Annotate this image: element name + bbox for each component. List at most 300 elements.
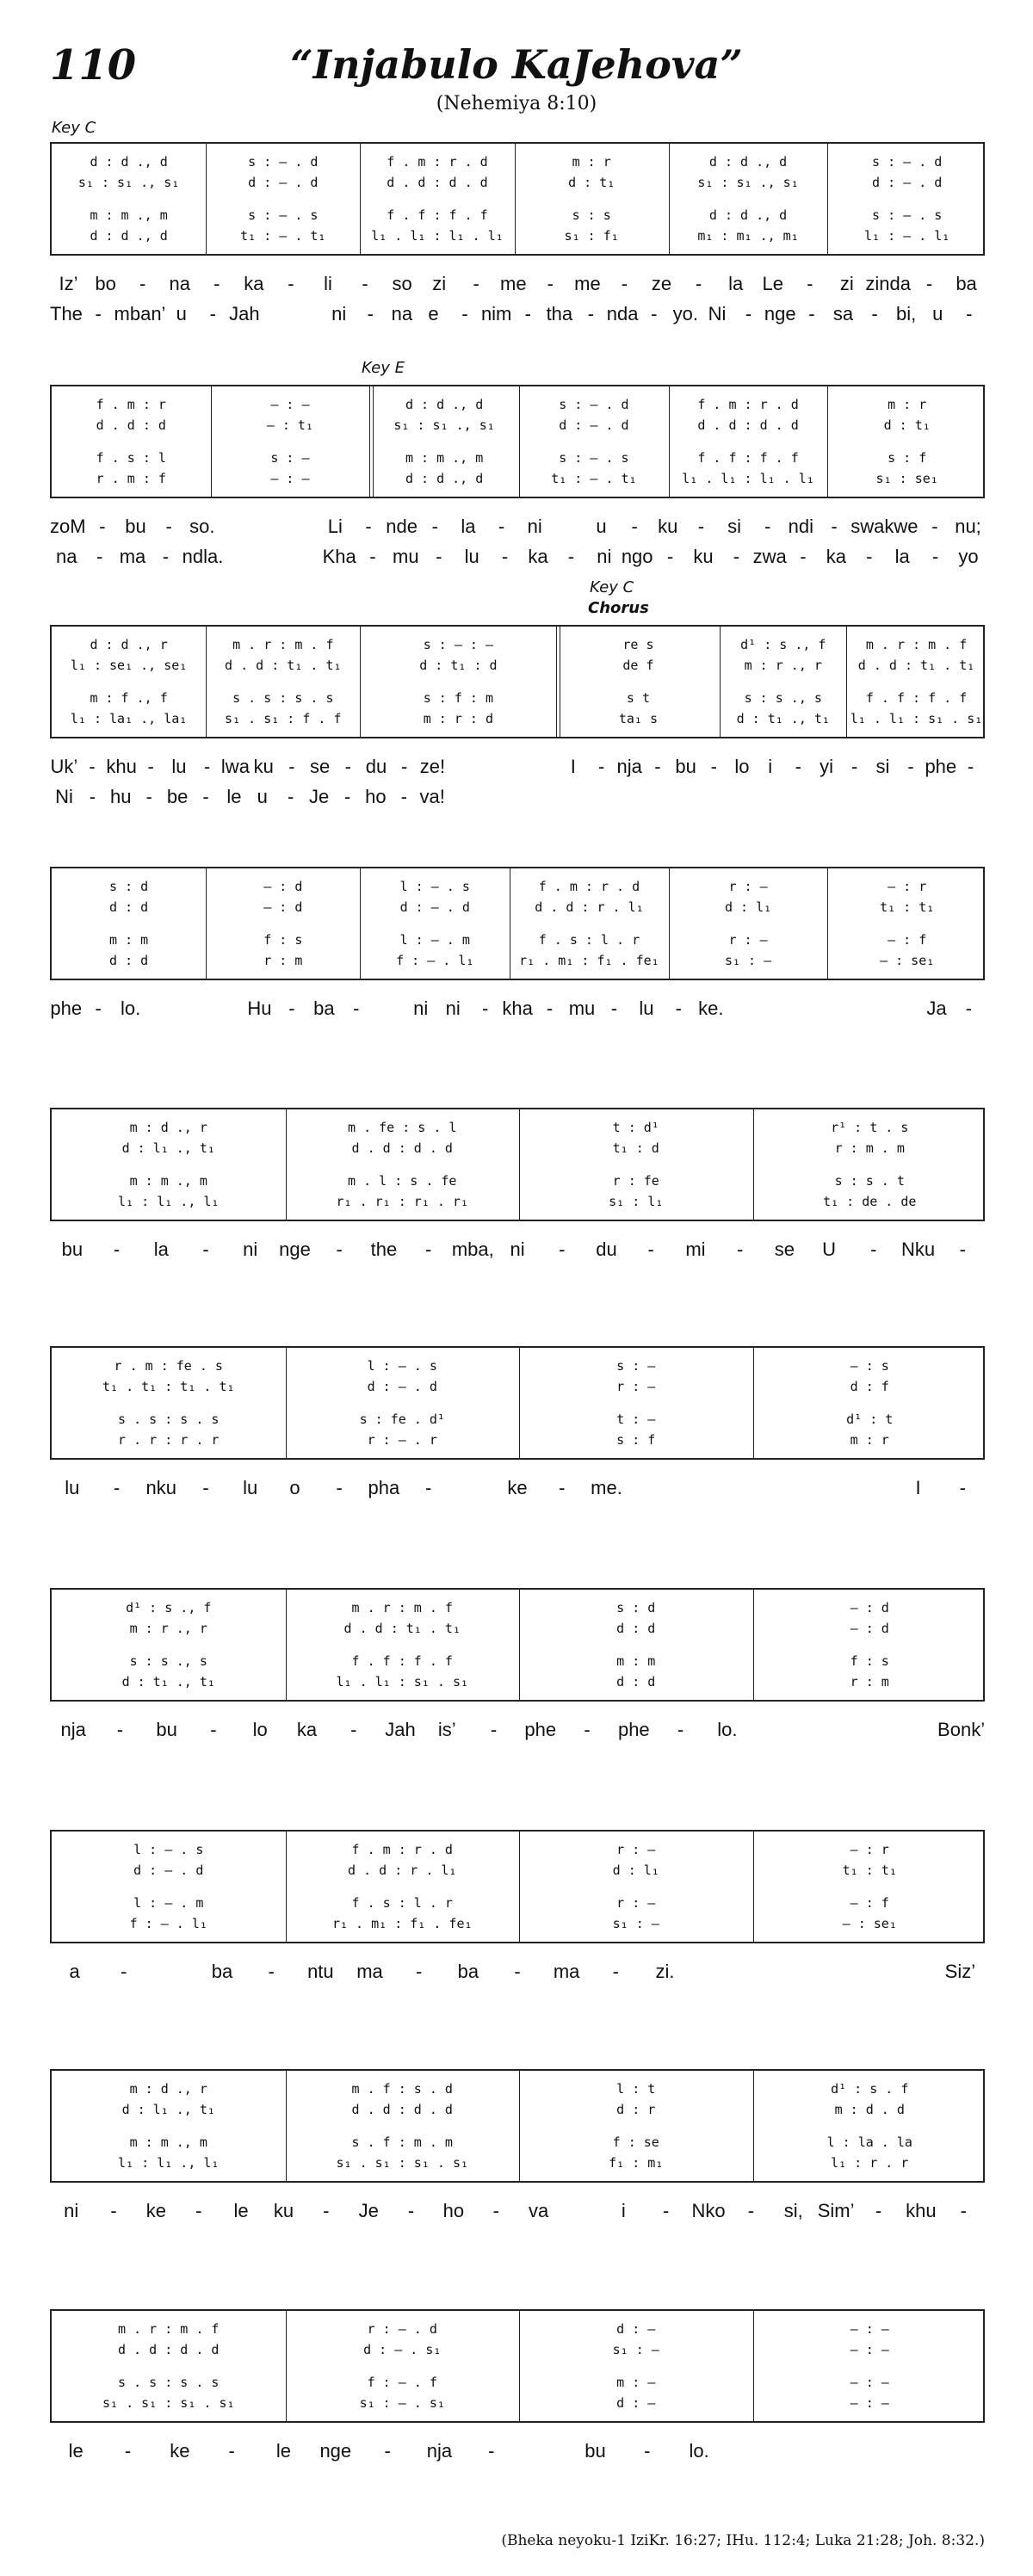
- lyric-syllable: lo.: [121, 998, 141, 1019]
- note-cell: t₁ . t₁ : t₁ . t₁: [102, 1379, 235, 1394]
- note-cell: d : d: [616, 1674, 656, 1690]
- lyric-syllable: -: [695, 273, 702, 294]
- note-cell: t : —: [616, 1412, 656, 1427]
- lyric-syllable: [900, 786, 928, 812]
- note-cell: d¹ : s ., f: [740, 637, 826, 652]
- note-cell: f . m : r . d: [538, 879, 640, 894]
- lyric-syllable: ma: [553, 1961, 580, 1982]
- lyric-syllable: -: [110, 2200, 117, 2221]
- note-cell: d : d ., d: [708, 207, 788, 223]
- note-cell: f . f : f . f: [351, 1653, 453, 1669]
- lyric-syllable: -: [202, 786, 209, 807]
- lyric-syllable: ni: [413, 998, 429, 1019]
- note-cell: d : d ., d: [708, 154, 788, 170]
- lyric-syllable: -: [96, 546, 103, 567]
- voice-row: [52, 2133, 983, 2152]
- lyric-syllable: yo.: [672, 303, 699, 324]
- note-cell: d : – . d: [872, 175, 943, 190]
- lyric-syllable: -: [336, 1239, 343, 1260]
- lyric-syllable: -: [323, 2200, 330, 2221]
- lyric-syllable: Iz’: [59, 273, 78, 294]
- lyric-syllable: [179, 998, 211, 1023]
- lyric-syllable: -: [800, 546, 807, 567]
- lyric-syllable: nja: [426, 2440, 453, 2462]
- voice-row: [52, 1672, 983, 1691]
- note-cell: f . s : l: [96, 450, 166, 466]
- voice-row: [52, 395, 983, 414]
- lyric-syllable: [223, 546, 256, 571]
- note-cell: r : m . m: [834, 1140, 905, 1156]
- lyric-syllable: -: [202, 1239, 209, 1260]
- lyric-syllable: -: [210, 1719, 217, 1740]
- note-cell: f . f : f . f: [697, 450, 799, 466]
- lyric-syllable: -: [145, 786, 152, 807]
- lyric-syllable: ka: [528, 546, 548, 567]
- note-cell: s : f: [616, 1432, 656, 1448]
- staff-system: [50, 2069, 985, 2183]
- lyric-syllable: nja: [60, 1719, 86, 1740]
- lyric-syllable: bu: [156, 1719, 177, 1740]
- note-cell: s₁ : se₁: [875, 471, 938, 486]
- voice-row: [52, 1598, 983, 1617]
- lyric-syllable: -: [870, 1239, 877, 1260]
- lyric-syllable: le: [233, 2200, 249, 2221]
- lyric-syllable: -: [697, 516, 705, 537]
- note-cell: s₁ : f₁: [564, 228, 619, 244]
- note-cell: s₁ : —: [724, 953, 772, 968]
- note-cell: f . f : f . f: [387, 207, 488, 223]
- note-cell: l₁ . l₁ : l₁ . l₁: [371, 228, 504, 244]
- lyric-syllable: -: [288, 273, 294, 294]
- lyric-syllable: yi: [820, 756, 833, 777]
- lyric-syllable: [856, 998, 888, 1023]
- lyric-syllable: [531, 756, 560, 781]
- lyric-syllable: -: [367, 303, 374, 324]
- lyric-syllable: o: [289, 1477, 300, 1498]
- lyric-syllable: Li: [327, 516, 343, 537]
- lyric-syllable: -: [488, 2440, 495, 2462]
- lyric-syllable: mi: [685, 1239, 706, 1260]
- staff-system: [50, 1108, 985, 1221]
- lyric-syllable: ze: [651, 273, 672, 294]
- note-cell: d¹ : s ., f: [126, 1600, 212, 1615]
- lyric-syllable: ka: [826, 546, 846, 567]
- lyric-syllable: -: [584, 1719, 591, 1740]
- voice-row: [52, 416, 983, 435]
- lyric-line: [50, 303, 985, 329]
- lyric-syllable: zi: [432, 273, 447, 294]
- note-cell: l₁ . l₁ : s₁ . s₁: [336, 1674, 469, 1690]
- lyric-syllable: [956, 786, 985, 812]
- lyric-syllable: ke: [507, 1477, 528, 1498]
- lyric-syllable: -: [407, 2200, 415, 2221]
- lyric-syllable: nku: [145, 1477, 177, 1498]
- lyric-syllable: [373, 998, 405, 1023]
- lyric-syllable: -: [165, 516, 172, 537]
- lyric-syllable: -: [228, 2440, 235, 2462]
- note-cell: m : r : d: [423, 711, 494, 726]
- note-cell: m : r: [850, 1432, 889, 1448]
- voice-row: [52, 152, 983, 171]
- note-cell: m : f ., f: [90, 690, 168, 706]
- lyric-syllable: -: [831, 516, 838, 537]
- note-cell: m : m ., m: [129, 2134, 207, 2150]
- lyric-syllable: -: [288, 786, 294, 807]
- note-cell: d : l₁: [612, 1863, 659, 1878]
- lyric-syllable: -: [514, 1961, 521, 1982]
- lyric-syllable: -: [195, 2200, 202, 2221]
- lyric-syllable: se: [310, 756, 331, 777]
- note-cell: d : l₁: [724, 899, 772, 915]
- note-cell: d . d : t₁ . t₁: [343, 1621, 461, 1636]
- lyric-line: [50, 516, 985, 541]
- lyric-syllable: lu: [65, 1477, 80, 1498]
- lyric-syllable: ngo: [621, 546, 653, 567]
- lyric-syllable: U: [822, 1239, 837, 1260]
- voice-row: [52, 930, 983, 949]
- note-cell: m . fe : s . l: [348, 1120, 457, 1135]
- lyric-syllable: -: [736, 1239, 744, 1260]
- lyric-syllable: [252, 516, 286, 541]
- lyric-line: [50, 2200, 985, 2226]
- note-cell: l₁ : – . l₁: [864, 228, 950, 244]
- lyric-syllable: -: [95, 998, 102, 1019]
- lyric-syllable: -: [344, 756, 351, 777]
- lyric-syllable: Kha: [322, 546, 356, 567]
- lyric-syllable: [285, 516, 319, 541]
- voice-row: [52, 1893, 983, 1912]
- lyric-syllable: ku: [253, 756, 274, 777]
- lyric-syllable: ze!: [419, 756, 446, 777]
- lyric-syllable: -: [959, 1239, 966, 1260]
- lyric-line: [50, 786, 985, 812]
- lyric-syllable: -: [807, 273, 813, 294]
- lyric-syllable: du: [596, 1239, 617, 1260]
- lyric-syllable: la: [894, 546, 910, 567]
- lyric-syllable: kwe: [884, 516, 919, 537]
- lyric-syllable: e: [428, 303, 439, 324]
- note-cell: m : m ., m: [129, 1173, 207, 1189]
- lyric-syllable: [777, 2440, 829, 2466]
- lyric-syllable: na: [169, 273, 190, 294]
- note-cell: l₁ : l₁ ., l₁: [118, 2155, 220, 2171]
- voice-row: [52, 1192, 983, 1211]
- lyric-syllable: -: [644, 2440, 651, 2462]
- lyric-syllable: -: [764, 516, 771, 537]
- note-cell: r₁ . m₁ : f₁ . fe₁: [331, 1916, 473, 1931]
- note-cell: d : l₁ ., t₁: [121, 1140, 215, 1156]
- lyric-syllable: [787, 786, 815, 812]
- note-cell: d . d : d . d: [351, 1140, 453, 1156]
- lyric-syllable: yo: [958, 546, 979, 567]
- note-cell: s : – . d: [872, 154, 943, 170]
- note-cell: s₁ : – . s₁: [359, 2395, 445, 2411]
- lyric-syllable: la: [461, 516, 476, 537]
- lyric-line: [50, 273, 985, 299]
- note-cell: s : – . s: [248, 207, 319, 223]
- lyric-syllable: mban’: [114, 303, 166, 324]
- lyric-syllable: [838, 1961, 887, 1986]
- voice-row: [52, 1652, 983, 1671]
- note-cell: r : fe: [612, 1173, 659, 1189]
- lyric-syllable: -: [931, 546, 939, 567]
- note-cell: s : s ., s: [744, 690, 822, 706]
- note-cell: l₁ : r . r: [831, 2155, 909, 2171]
- lyric-syllable: [474, 756, 503, 781]
- lyric-syllable: -: [610, 998, 618, 1019]
- key-e-label: Key E: [362, 359, 405, 377]
- note-cell: r : —: [616, 1842, 656, 1857]
- note-cell: f : – . f: [367, 2375, 437, 2390]
- lyric-syllable: si,: [783, 2200, 803, 2221]
- lyric-syllable: is’: [437, 1719, 456, 1740]
- lyric-syllable: -: [631, 516, 638, 537]
- note-cell: f . m : r: [96, 397, 166, 412]
- note-cell: de f: [622, 658, 654, 673]
- note-cell: d . d : d . d: [697, 417, 799, 433]
- lyric-syllable: -: [209, 303, 216, 324]
- note-cell: — : d: [850, 1600, 889, 1615]
- lyric-syllable: ba: [313, 998, 335, 1019]
- lyric-syllable: kha: [502, 998, 533, 1019]
- lyric-syllable: ku: [273, 2200, 294, 2221]
- lyric-syllable: [727, 998, 759, 1023]
- voice-row: [52, 1377, 983, 1396]
- voice-row: [52, 1914, 983, 1933]
- note-cell: l₁ : la₁ ., la₁: [70, 711, 188, 726]
- lyric-syllable: va: [529, 2200, 549, 2221]
- note-cell: d : – . d: [559, 417, 629, 433]
- lyric-syllable: -: [498, 516, 505, 537]
- lyric-line: [50, 756, 985, 781]
- lyric-syllable: -: [733, 546, 740, 567]
- lyric-syllable: [887, 1961, 936, 1986]
- lyric-syllable: -: [490, 1719, 498, 1740]
- voice-row: [52, 173, 983, 192]
- lyric-syllable: -: [925, 273, 933, 294]
- note-cell: s . s : s . s: [232, 690, 334, 706]
- voice-row: [52, 2100, 983, 2119]
- lyric-syllable: -: [795, 756, 801, 777]
- lyric-syllable: mu: [568, 998, 596, 1019]
- lyric-syllable: Le: [762, 273, 783, 294]
- lyric-syllable: [219, 516, 252, 541]
- lyric-syllable: [588, 786, 616, 812]
- note-cell: t₁ : – . t₁: [551, 471, 637, 486]
- lyric-syllable: [718, 1477, 763, 1503]
- note-cell: — : d: [263, 899, 303, 915]
- lyric-syllable: si: [875, 756, 890, 777]
- lyric-syllable: bo: [95, 273, 116, 294]
- lyric-syllable: [475, 786, 504, 812]
- lyric-syllable: ni: [445, 998, 461, 1019]
- lyric-syllable: Je: [308, 786, 330, 807]
- lyric-syllable: na: [55, 546, 77, 567]
- lyric-syllable: lo.: [689, 2440, 709, 2462]
- lyric-syllable: -: [666, 546, 674, 567]
- note-cell: l₁ : se₁ ., se₁: [70, 658, 188, 673]
- lyric-syllable: [871, 786, 900, 812]
- lyric-syllable: Je: [358, 2200, 379, 2221]
- note-cell: f₁ : m₁: [609, 2155, 664, 2171]
- lyric-line: [50, 2440, 985, 2466]
- lyric-syllable: -: [203, 756, 211, 777]
- lyric-syllable: lo: [252, 1719, 268, 1740]
- lyric-syllable: Nko: [691, 2200, 726, 2221]
- lyric-syllable: khu: [906, 2200, 937, 2221]
- note-cell: f : se: [612, 2134, 659, 2150]
- lyric-syllable: [560, 2200, 602, 2226]
- lyric-syllable: [851, 1477, 896, 1503]
- note-cell: l : t: [616, 2081, 656, 2097]
- lyric-syllable: -: [967, 756, 974, 777]
- note-cell: f . m : r . d: [697, 397, 799, 412]
- lyric-syllable: -: [89, 786, 96, 807]
- lyric-syllable: Bonk’: [937, 1719, 986, 1740]
- note-cell: re s: [622, 637, 654, 652]
- lyric-syllable: u: [176, 303, 187, 324]
- lyric-syllable: be: [166, 786, 189, 807]
- voice-row: [52, 2079, 983, 2098]
- lyric-syllable: [503, 756, 531, 781]
- lyric-syllable: tha: [546, 303, 573, 324]
- lyric-syllable: [645, 786, 673, 812]
- lyric-syllable: [148, 1961, 197, 1986]
- note-cell: r : —: [616, 1895, 656, 1911]
- lyric-syllable: -: [162, 546, 170, 567]
- note-cell: — : f: [888, 932, 927, 948]
- note-cell: s : s . t: [834, 1173, 905, 1189]
- lyric-syllable: -: [431, 516, 438, 537]
- note-cell: t₁ : t₁: [880, 899, 935, 915]
- lyric-syllable: -: [336, 1477, 343, 1498]
- lyric-syllable: -: [866, 546, 873, 567]
- note-cell: s₁ : —: [612, 1916, 659, 1931]
- note-cell: t₁ : d: [612, 1140, 659, 1156]
- note-cell: l₁ : l₁ ., l₁: [118, 1194, 220, 1209]
- lyric-line: [50, 1961, 985, 1986]
- voice-row: [52, 689, 983, 707]
- note-cell: s₁ : s₁ ., s₁: [697, 175, 799, 190]
- note-cell: m . r : m . f: [118, 2321, 220, 2337]
- lyric-syllable: ndi: [788, 516, 814, 537]
- note-cell: s₁ : s₁ ., s₁: [393, 417, 495, 433]
- lyric-line: [50, 1719, 985, 1745]
- lyric-syllable: ni: [527, 516, 542, 537]
- note-cell: — : r: [850, 1842, 889, 1857]
- lyric-syllable: na: [391, 303, 413, 324]
- lyric-syllable: so: [392, 273, 412, 294]
- lyric-syllable: zinda: [865, 273, 911, 294]
- lyric-syllable: Ni: [708, 303, 727, 324]
- lyric-syllable: -: [424, 1477, 432, 1498]
- lyric-syllable: -: [747, 2200, 755, 2221]
- lyric-syllable: [560, 786, 588, 812]
- lyric-syllable: I: [570, 756, 576, 777]
- lyric-syllable: [730, 786, 758, 812]
- lyric-syllable: -: [559, 1477, 566, 1498]
- lyric-syllable: [843, 786, 871, 812]
- lyric-syllable: ndla.: [182, 546, 224, 567]
- note-cell: t : d¹: [612, 1120, 659, 1135]
- lyric-syllable: [260, 303, 292, 329]
- voice-row: [52, 951, 983, 970]
- lyric-syllable: bu: [125, 516, 146, 537]
- lyric-syllable: khu: [106, 756, 137, 777]
- lyric-line: [50, 546, 985, 571]
- lyric-syllable: ke: [145, 2200, 167, 2221]
- lyric-syllable: bu: [675, 756, 696, 777]
- lyric-syllable: [759, 998, 791, 1023]
- lyric-syllable: lwa: [220, 756, 250, 777]
- lyric-syllable: pha: [368, 1477, 400, 1498]
- lyric-syllable: [763, 1477, 807, 1503]
- lyric-syllable: -: [960, 2200, 967, 2221]
- voice-row: [52, 469, 983, 488]
- note-cell: r : m: [263, 953, 303, 968]
- voice-row: [52, 226, 983, 245]
- lyric-syllable: -: [965, 998, 973, 1019]
- chorus-label: Chorus: [588, 599, 649, 617]
- note-cell: r : —: [728, 879, 768, 894]
- lyric-syllable: nde: [386, 516, 418, 537]
- lyric-syllable: the: [370, 1239, 398, 1260]
- note-cell: d : t₁: [883, 417, 931, 433]
- note-cell: r . r : r . r: [118, 1432, 220, 1448]
- lyric-syllable: -: [139, 273, 146, 294]
- lyric-syllable: bu: [585, 2440, 606, 2462]
- lyric-syllable: hu: [110, 786, 132, 807]
- lyric-syllable: bi,: [896, 303, 917, 324]
- voice-row: [52, 448, 983, 467]
- lyric-syllable: -: [567, 546, 575, 567]
- note-cell: l : – . s: [367, 1358, 437, 1374]
- note-cell: — : d: [850, 1621, 889, 1636]
- lyric-syllable: [690, 1961, 739, 1986]
- note-cell: d : d ., d: [90, 228, 168, 244]
- lyric-syllable: -: [546, 998, 554, 1019]
- note-cell: f . s : l . r: [351, 1895, 453, 1911]
- lyric-syllable: la: [728, 273, 744, 294]
- note-cell: s : – . s: [559, 450, 629, 466]
- note-cell: m : d ., r: [129, 2081, 207, 2097]
- lyric-syllable: [447, 756, 475, 781]
- lyric-syllable: ka: [244, 273, 264, 294]
- note-cell: f . s : l . r: [538, 932, 640, 948]
- lyric-syllable: -: [875, 2200, 882, 2221]
- lyric-syllable: -: [147, 756, 154, 777]
- voice-row: [52, 1410, 983, 1429]
- note-cell: d . d : d: [96, 417, 166, 433]
- lyric-syllable: Nku: [900, 1239, 936, 1260]
- note-cell: d : – . d: [399, 899, 470, 915]
- lyric-syllable: -: [384, 2440, 391, 2462]
- note-cell: d : – . d: [133, 1863, 204, 1878]
- note-cell: s₁ : s₁ ., s₁: [77, 175, 180, 190]
- note-cell: f . f : f . f: [865, 690, 968, 706]
- lyric-syllable: -: [587, 303, 595, 324]
- lyric-syllable: [702, 786, 730, 812]
- voice-row: [52, 2153, 983, 2172]
- lyric-line: [50, 1477, 985, 1503]
- lyric-syllable: -: [461, 303, 468, 324]
- lyric-syllable: i: [768, 756, 773, 777]
- lyric-syllable: -: [597, 756, 605, 777]
- lyric-syllable: la: [153, 1239, 169, 1260]
- note-cell: m : m ., m: [405, 450, 484, 466]
- note-cell: s : — : —: [423, 637, 494, 652]
- key-c-label: Key C: [52, 119, 96, 137]
